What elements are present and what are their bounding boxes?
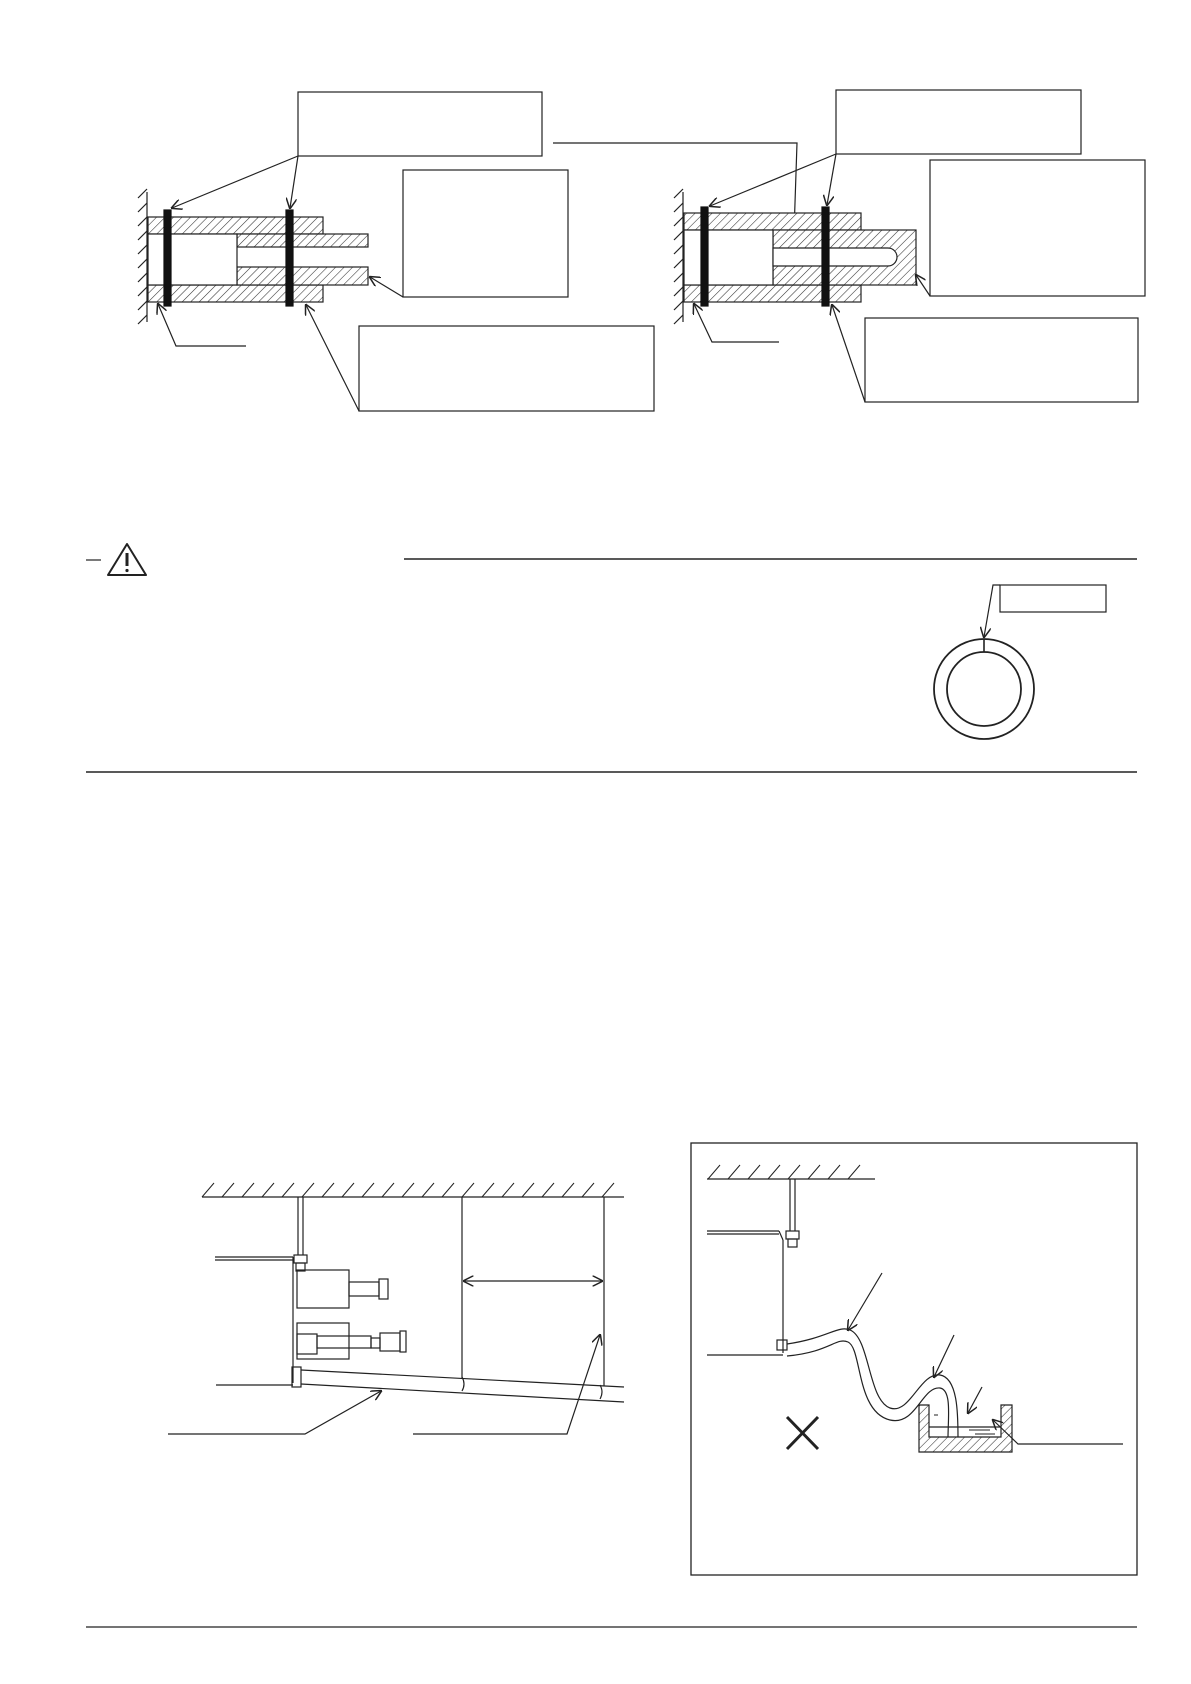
callout-box xyxy=(403,170,568,297)
drain-pipe-slope xyxy=(168,1183,624,1434)
indoor-unit xyxy=(215,1257,406,1387)
insulation-material xyxy=(684,213,916,302)
callout-box xyxy=(930,160,1145,296)
callout-box xyxy=(1000,585,1106,612)
ceiling xyxy=(707,1165,875,1179)
callout-box xyxy=(298,92,542,156)
wall xyxy=(138,189,147,324)
duct-insulation-right xyxy=(674,90,1145,402)
caution-section xyxy=(86,544,1137,772)
ceiling xyxy=(202,1183,624,1197)
indoor-unit xyxy=(707,1231,787,1355)
callout-box xyxy=(836,90,1081,154)
warning-triangle-icon xyxy=(108,544,146,575)
callout-box xyxy=(359,326,654,411)
water-container xyxy=(919,1405,1012,1452)
insulation-material xyxy=(148,217,368,302)
drain-hose-incorrect xyxy=(691,1143,1137,1575)
cross-mark-icon xyxy=(787,1417,818,1449)
callout-box xyxy=(865,318,1138,402)
wall xyxy=(674,189,683,324)
pipe-cross-section xyxy=(934,585,1106,739)
